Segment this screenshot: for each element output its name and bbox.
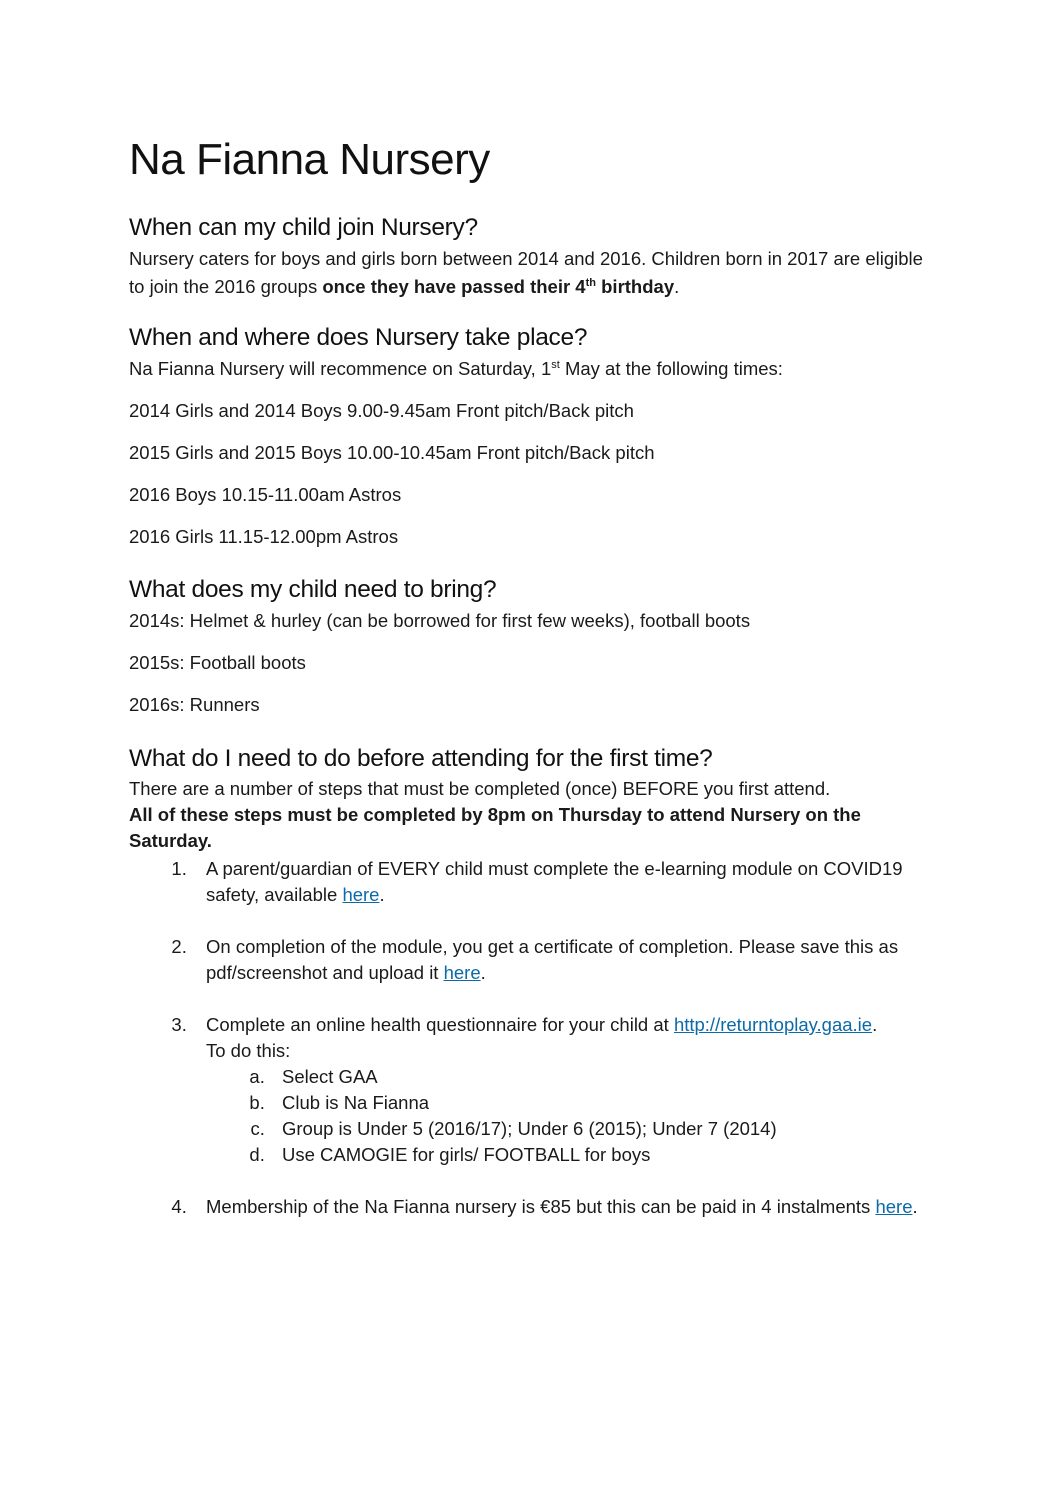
steps-list: [129, 856, 929, 1220]
join-bold-a: once they have passed their 4: [322, 276, 586, 297]
intro-a: Na Fianna Nursery will recommence on Saturday, 1: [129, 358, 552, 379]
join-bold-b: birthday: [595, 276, 675, 297]
membership-payment-link[interactable]: here: [875, 1196, 913, 1217]
step4-end: .: [912, 1196, 918, 1217]
bring-item: 2014s: Helmet & hurley (can be borrowed for first few weeks), football boots: [129, 610, 751, 631]
join-bold-text: [322, 276, 674, 297]
step-item: [192, 1194, 929, 1220]
substep-item: b. Club is Na Fianna: [270, 1090, 929, 1116]
questionnaire-substeps: [206, 1064, 929, 1168]
step3-text2: To do this:: [206, 1040, 291, 1061]
heading-what-bring: What does my child need to bring?: [129, 576, 497, 603]
upload-certificate-link[interactable]: here: [443, 962, 481, 983]
intro-b: May at the following times:: [559, 358, 783, 379]
time-slot: 2016 Girls 11.15-12.00pm Astros: [129, 526, 399, 547]
step3-text: Complete an online health questionnaire for your child at: [206, 1014, 674, 1035]
heading-when-join: When can my child join Nursery?: [129, 214, 478, 241]
before-intro: There are a number of steps that must be completed (once) BEFORE you first attend.: [129, 778, 831, 799]
bring-item: 2016s: Runners: [129, 694, 260, 715]
join-text: Nursery caters for boys and girls born between 2014 and 2016. Children born in 2017 are eligible to join the 2016 groups: [129, 248, 923, 297]
join-end: .: [674, 276, 680, 297]
step-item: [192, 934, 929, 986]
step1-end: .: [379, 884, 385, 905]
step2-text: On completion of the module, you get a certificate of completion. Please save this as pdf/screenshot and upload it: [206, 936, 899, 983]
step-item: [192, 856, 929, 908]
returntoplay-link[interactable]: http://returntoplay.gaa.ie: [673, 1014, 873, 1035]
time-slot: 2014 Girls and 2014 Boys 9.00-9.45am Front pitch/Back pitch: [129, 400, 634, 421]
when-where-intro: [129, 355, 929, 383]
step2-end: .: [480, 962, 486, 983]
step1-text: A parent/guardian of EVERY child must complete the e-learning module on COVID19 safety, available: [206, 858, 903, 905]
substep-item: c. Group is Under 5 (2016/17); Under 6 (2015); Under 7 (2014): [270, 1116, 929, 1142]
substep-item: a. Select GAA: [270, 1064, 929, 1090]
join-paragraph: [129, 245, 929, 301]
time-slot: 2015 Girls and 2015 Boys 10.00-10.45am Front pitch/Back pitch: [129, 442, 655, 463]
step4-text: Membership of the Na Fianna nursery is €85 but this can be paid in 4 instalments: [206, 1196, 876, 1217]
substep-item: d. Use CAMOGIE for girls/ FOOTBALL for boys: [270, 1142, 929, 1168]
document-content: [129, 128, 929, 1220]
join-bold-sup: th: [585, 276, 596, 289]
bring-item: 2015s: Football boots: [129, 652, 306, 673]
elearning-link[interactable]: here: [342, 884, 380, 905]
heading-when-where: When and where does Nursery take place?: [129, 324, 588, 351]
heading-before-attending: What do I need to do before attending for the first time?: [129, 745, 713, 772]
step3-end: .: [872, 1014, 878, 1035]
intro-sup: st: [551, 358, 560, 371]
time-slot: 2016 Boys 10.15-11.00am Astros: [129, 484, 402, 505]
step-item: [192, 1012, 929, 1168]
before-deadline: All of these steps must be completed by 8pm on Thursday to attend Nursery on the Saturday.: [129, 804, 861, 851]
document-title: Na Fianna Nursery: [129, 135, 490, 184]
